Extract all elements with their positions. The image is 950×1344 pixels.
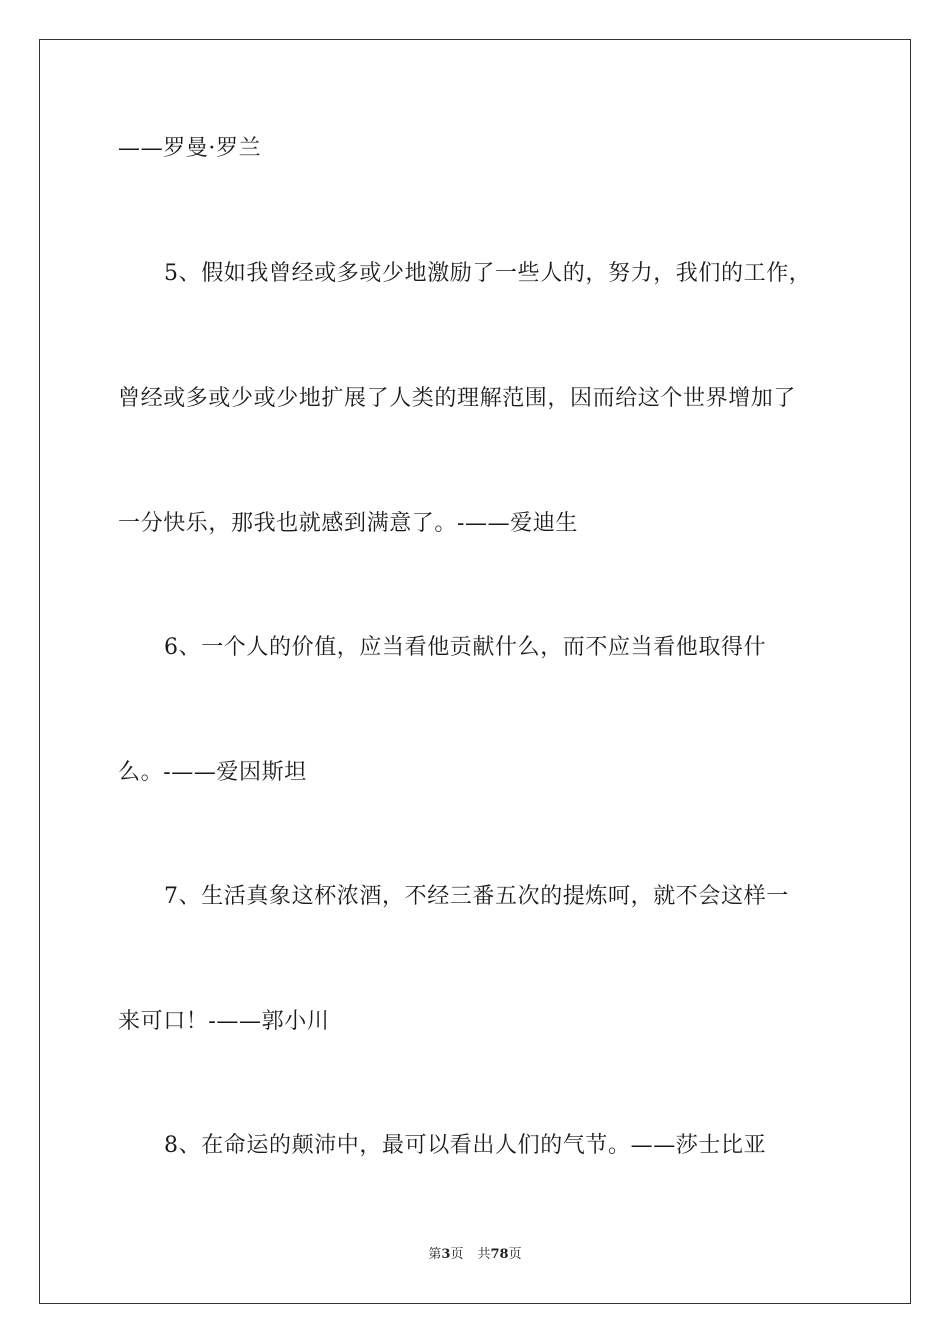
quote-5-line-3: 一分快乐，那我也就感到满意了。-——爱迪生 [118, 511, 579, 536]
quote-7-line-2: 来可口！-——郭小川 [118, 1009, 330, 1034]
page-number: 3 [441, 1247, 451, 1262]
quote-7-line-1: 7、生活真象这杯浓酒，不经三番五次的提炼呵，就不会这样一 [164, 884, 789, 909]
page-border [39, 39, 911, 1304]
total-pages: 78 [490, 1247, 509, 1262]
total-prefix: 共 [477, 1247, 491, 1262]
page-suffix: 页 [450, 1247, 464, 1262]
quote-6-line-1: 6、一个人的价值，应当看他贡献什么，而不应当看他取得什 [164, 635, 767, 660]
quote-8-line-1: 8、在命运的颠沛中，最可以看出人们的气节。——莎士比亚 [164, 1133, 767, 1158]
page-footer [0, 1246, 950, 1264]
quote-5-line-1: 5、假如我曾经或多或少地激励了一些人的，努力，我们的工作， [164, 261, 812, 286]
total-suffix: 页 [508, 1247, 522, 1262]
quote-attribution-romain-rolland: ——罗曼·罗兰 [118, 136, 262, 161]
quote-6-line-2: 么。-——爱因斯坦 [118, 760, 307, 785]
page-prefix: 第 [428, 1247, 442, 1262]
quote-5-line-2: 曾经或多或少或少地扩展了人类的理解范围，因而给这个世界增加了 [118, 386, 797, 411]
